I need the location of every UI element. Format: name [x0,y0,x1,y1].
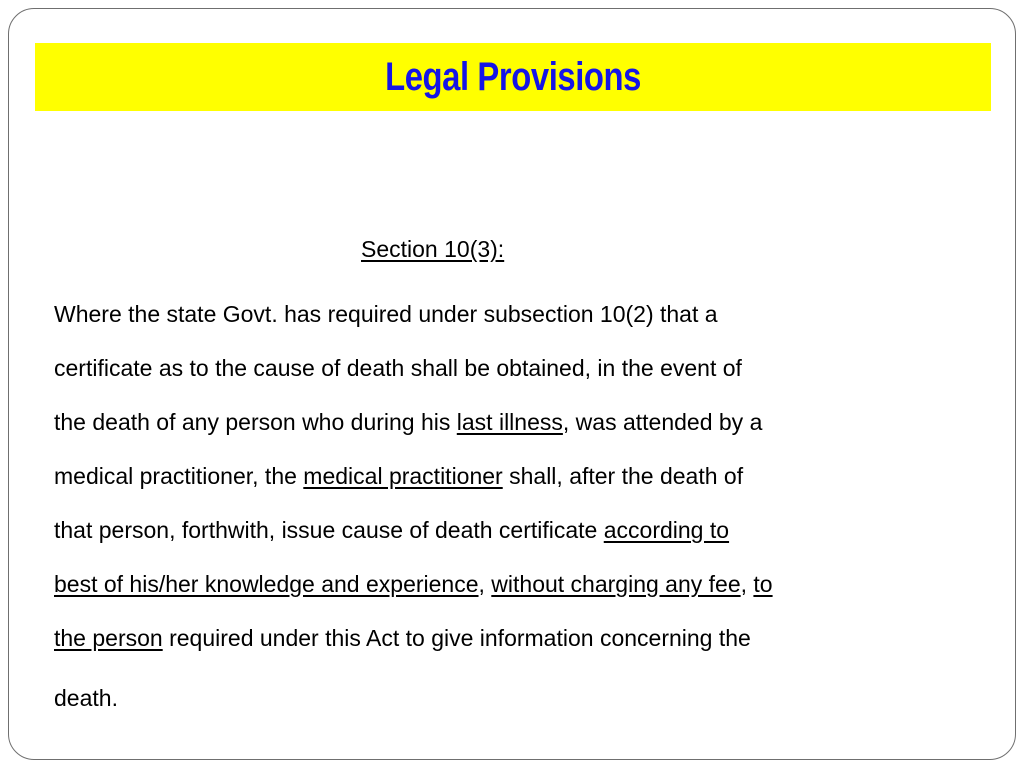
text-run: the death of any person who during his [54,409,457,435]
title-bar [35,43,991,111]
body-line-3 [54,395,969,449]
text-run: required under this Act to give information concerning the [162,625,751,651]
slide-title: Legal Provisions [385,54,641,99]
underlined-phrase-the-person: the person [54,625,163,651]
section-heading: Section 10(3): [361,236,505,262]
underlined-phrase-best-knowledge: best of his/her knowledge and experience [54,571,479,597]
body-line-7 [54,611,969,665]
slide [8,8,1016,760]
underlined-phrase-medical-practitioner: medical practitioner [303,463,503,489]
period: . [111,685,118,711]
body-line-2 [54,341,969,395]
text-run: , [478,571,492,597]
underlined-phrase-without-fee: without charging any fee [491,571,741,597]
body-line-6 [54,557,969,611]
text-run: Where the state Govt. has required under subsection 10(2) that a [54,301,718,327]
text-run: shall, after the death of [502,463,744,489]
text-run: , was attended by a [562,409,763,435]
body-line-4 [54,449,969,503]
body-line-5 [54,503,969,557]
underlined-phrase-according-to: according to [603,517,730,543]
underlined-phrase-to: to [753,571,773,597]
text-run: , [740,571,754,597]
text-run: medical practitioner, the [54,463,304,489]
text-run: death [54,685,112,711]
text-run: that person, forthwith, issue cause of death certificate [54,517,604,543]
underlined-phrase-last-illness: last illness [456,409,563,435]
body-line-8 [54,671,969,725]
body-paragraph [54,287,969,725]
body-line-1 [54,287,969,341]
text-run: certificate as to the cause of death shall be obtained, in the event of [54,355,742,381]
